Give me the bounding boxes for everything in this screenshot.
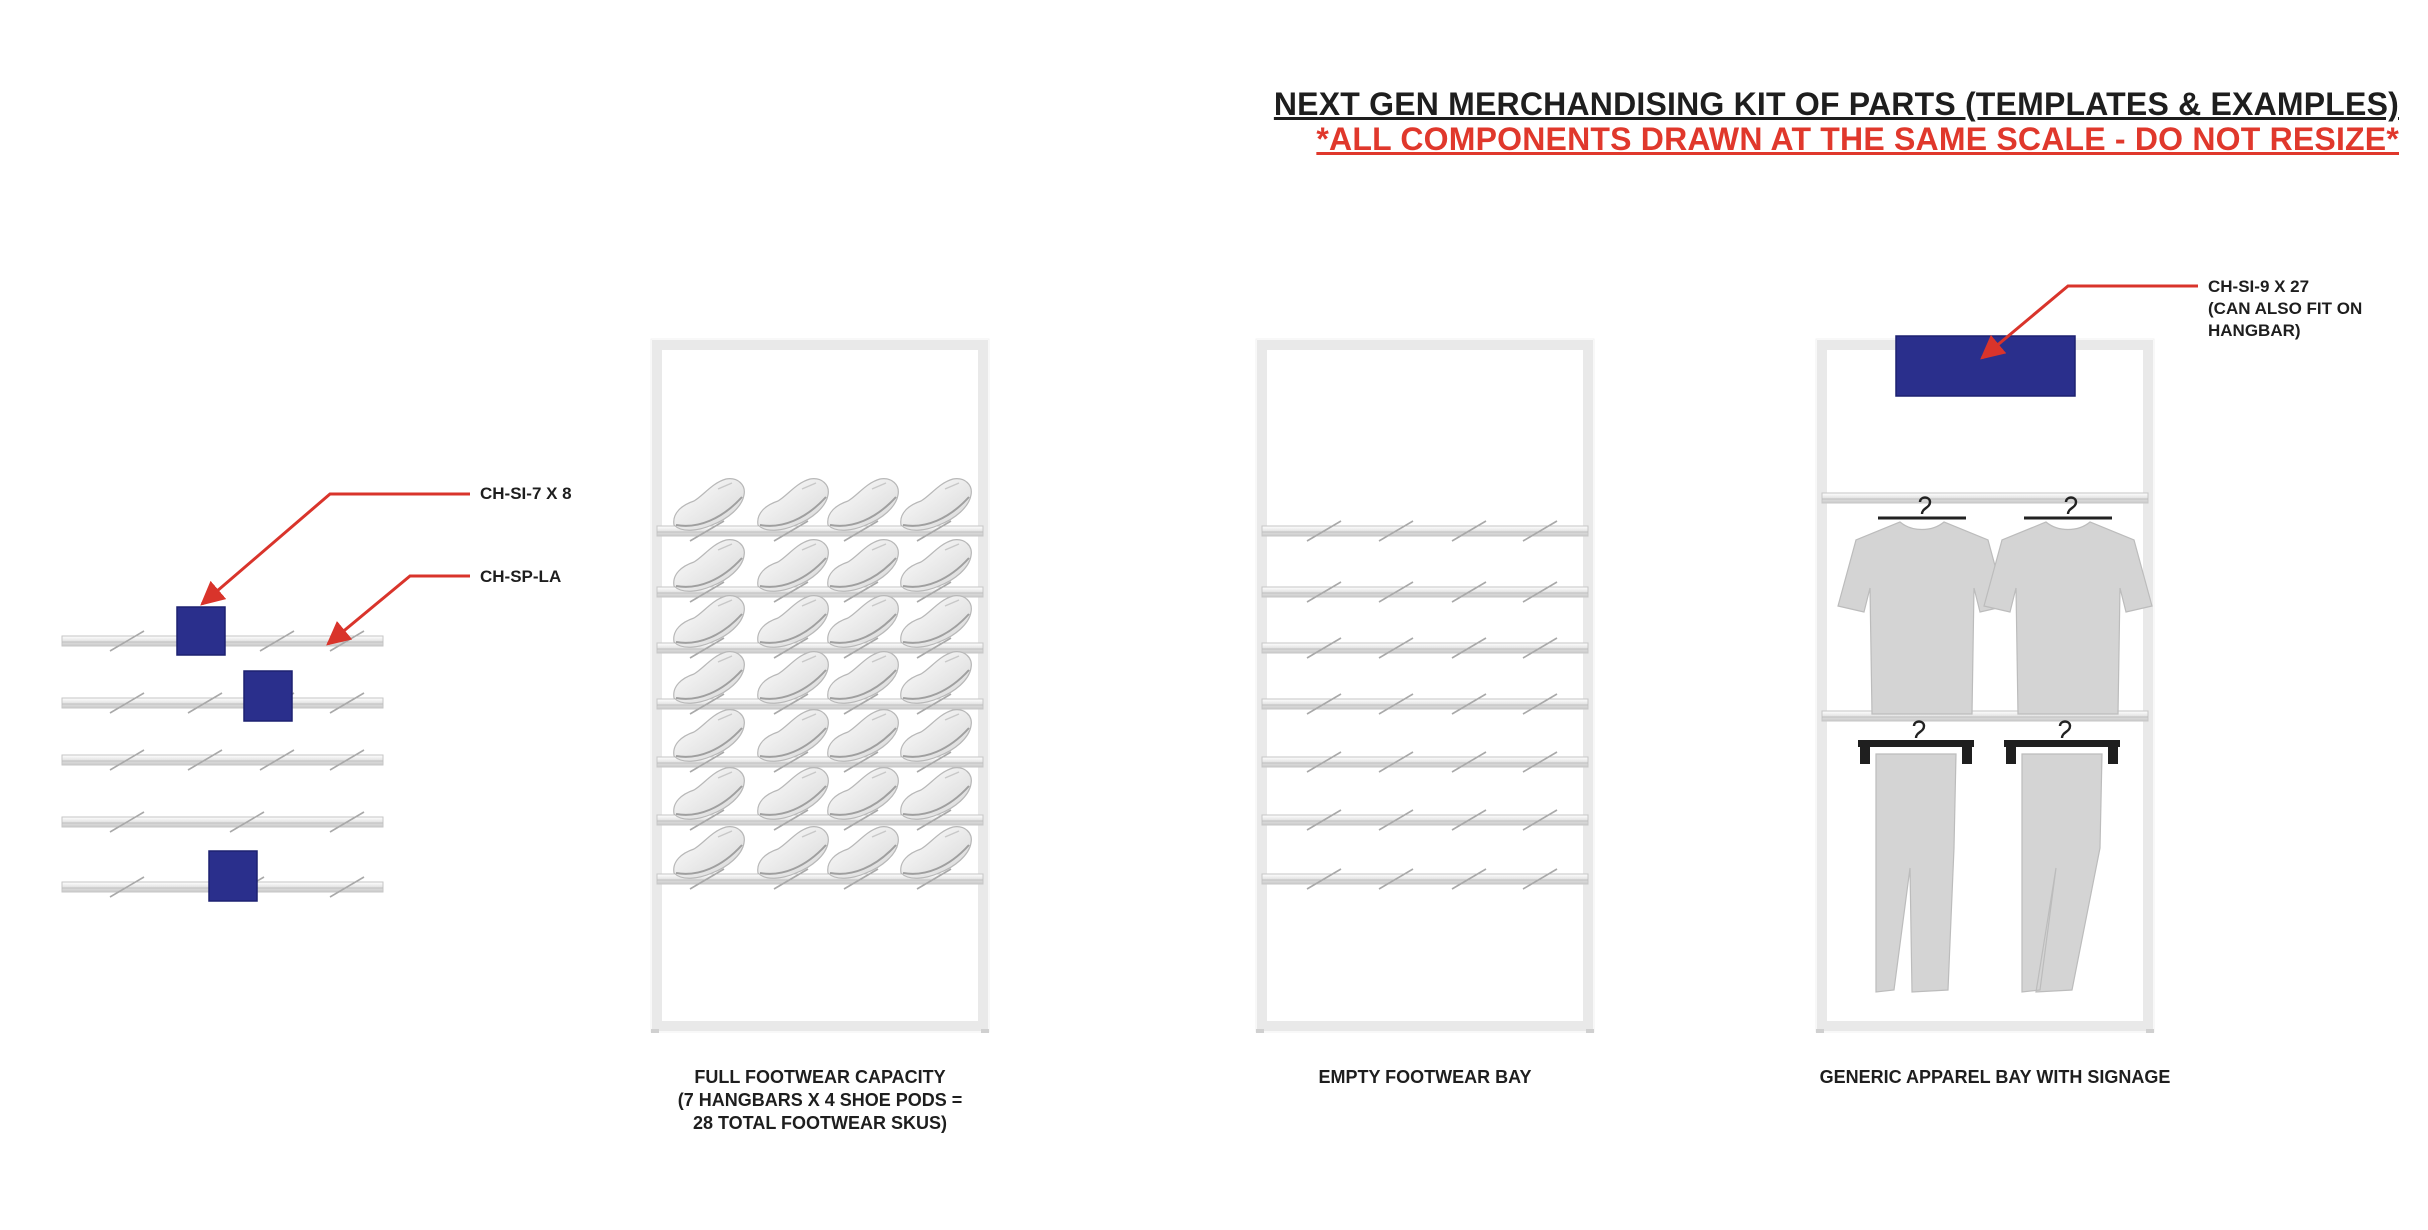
bay-foot-left [651, 1029, 659, 1033]
signage-panel [209, 851, 257, 901]
bay-full-footwear [651, 339, 989, 1033]
pants-clip-left [2006, 740, 2016, 764]
pants-hanger-bar [1858, 740, 1974, 747]
bay-foot-right [981, 1029, 989, 1033]
callout-arrow-sign-small [202, 494, 470, 604]
scale-warning: *ALL COMPONENTS DRAWN AT THE SAME SCALE - DO NOT RESIZE* [1316, 121, 2399, 157]
bay-foot-left [1816, 1029, 1824, 1033]
signage-panel [244, 671, 292, 721]
callout-label-sign-large-line3: HANGBAR) [2208, 321, 2301, 340]
callout-arrow-shoe-pod [328, 576, 470, 644]
kit-parts-group [62, 607, 383, 901]
hangbar [62, 698, 383, 708]
callout-label-sign-small: CH-SI-7 X 8 [480, 484, 572, 503]
pants-hanger-bar [2004, 740, 2120, 747]
pants-clip-left [1860, 740, 1870, 764]
caption-full-line1: FULL FOOTWEAR CAPACITY [694, 1067, 946, 1087]
hangbar [1822, 493, 2148, 503]
caption-full-line3: 28 TOTAL FOOTWEAR SKUS) [692, 1113, 947, 1133]
caption-empty-line1: EMPTY FOOTWEAR BAY [1318, 1067, 1532, 1087]
hangbar [62, 755, 383, 765]
pants [1876, 754, 1956, 992]
pants-clip-right [1962, 740, 1972, 764]
signage-panel [177, 607, 225, 655]
callout-label-sign-large-line2: (CAN ALSO FIT ON [2208, 299, 2363, 318]
bay-apparel [1816, 336, 2154, 1033]
signage-panel [1896, 336, 2075, 396]
caption-full-line2: (7 HANGBARS X 4 SHOE PODS = [677, 1090, 963, 1110]
pants-clip-right [2108, 740, 2118, 764]
callout-label-shoe-pod: CH-SP-LA [480, 567, 562, 586]
caption-apparel-line1: GENERIC APPAREL BAY WITH SIGNAGE [1819, 1067, 2171, 1087]
callout-label-sign-large-line1: CH-SI-9 X 27 [2208, 277, 2310, 296]
bay-frame [1262, 345, 1588, 1026]
bay-empty-footwear [1256, 339, 1594, 1033]
page-title: NEXT GEN MERCHANDISING KIT OF PARTS (TEMPLATES & EXAMPLES) [1273, 86, 2399, 122]
hangbar [62, 817, 383, 827]
bay-foot-right [2146, 1029, 2154, 1033]
bay-foot-right [1586, 1029, 1594, 1033]
bay-foot-left [1256, 1029, 1264, 1033]
